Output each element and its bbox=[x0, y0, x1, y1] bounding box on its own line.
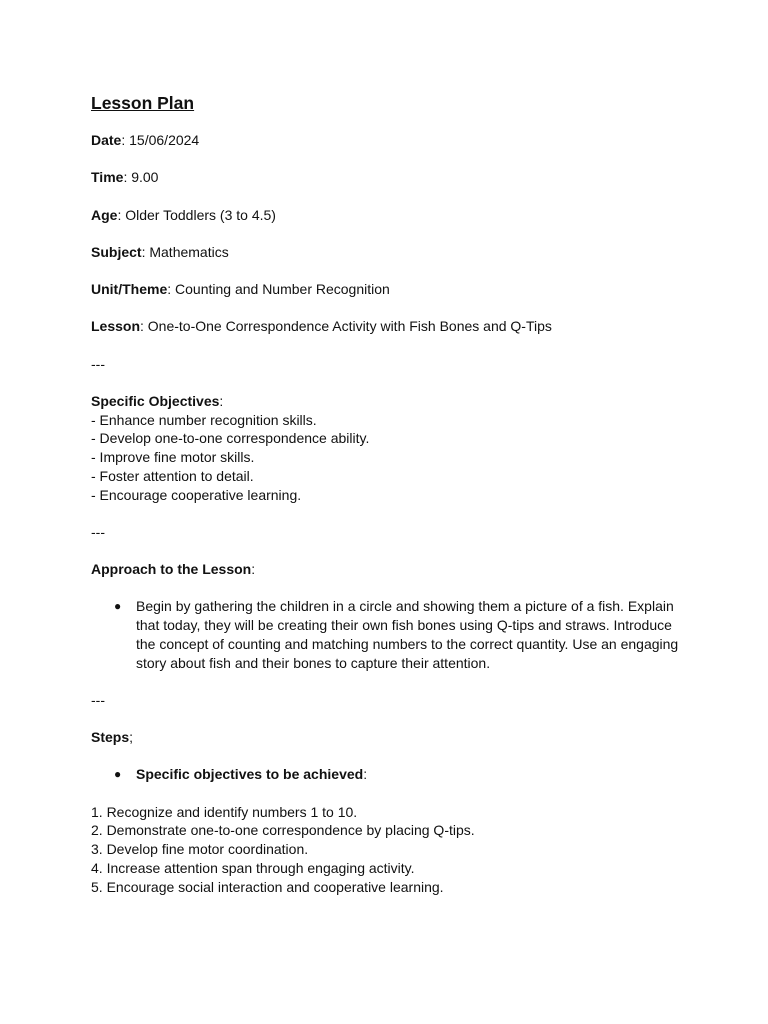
heading-text: Specific Objectives bbox=[91, 393, 220, 410]
list-item: 1. Recognize and identify numbers 1 to 10. bbox=[91, 803, 358, 820]
heading-suffix: : bbox=[219, 393, 224, 410]
heading-text: Steps bbox=[91, 729, 130, 746]
field-label: Time bbox=[91, 169, 124, 186]
field-value: : Counting and Number Recognition bbox=[167, 281, 390, 298]
field-value: : Older Toddlers (3 to 4.5) bbox=[117, 206, 276, 223]
bullet-icon: ● bbox=[114, 767, 122, 782]
steps-heading bbox=[91, 728, 691, 747]
section-separator: --- bbox=[91, 523, 105, 540]
heading-suffix: : bbox=[251, 561, 256, 578]
field-value: : Mathematics bbox=[141, 243, 229, 260]
approach-heading bbox=[91, 560, 691, 579]
field-value: : One-to-One Correspondence Activity with Fish Bones and Q-Tips bbox=[140, 318, 552, 335]
approach-text: Begin by gathering the children in a circle and showing them a picture of a fish. Explain that today, they will be creating their own fish bones using Q-tips and straws. Introduce the concept of counting and matching numbers to the correct quantity. Use an engaging story about fish and their bones to capture their attention. bbox=[136, 598, 679, 671]
heading-suffix: ; bbox=[129, 729, 134, 746]
bullet-icon: ● bbox=[114, 599, 122, 614]
section-separator: --- bbox=[91, 355, 105, 372]
field-age bbox=[91, 206, 691, 225]
document-page bbox=[91, 91, 691, 915]
list-item: 5. Encourage social interaction and cooperative learning. bbox=[91, 878, 444, 895]
field-label: Date bbox=[91, 132, 122, 148]
document-title: Lesson Plan bbox=[91, 93, 195, 113]
section-separator: --- bbox=[91, 691, 105, 708]
objectives-heading bbox=[91, 392, 691, 411]
field-label: Lesson bbox=[91, 318, 141, 335]
list-item: 4. Increase attention span through engaging activity. bbox=[91, 859, 415, 876]
list-item: - Enhance number recognition skills. bbox=[91, 411, 317, 428]
field-subject bbox=[91, 243, 691, 262]
list-item: - Encourage cooperative learning. bbox=[91, 486, 302, 503]
steps-list bbox=[91, 803, 691, 897]
field-date bbox=[91, 131, 691, 150]
list-item: - Develop one-to-one correspondence ability. bbox=[91, 430, 370, 447]
field-unit-theme bbox=[91, 280, 691, 299]
field-label: Unit/Theme bbox=[91, 281, 168, 298]
list-item: 2. Demonstrate one-to-one correspondence by placing Q-tips. bbox=[91, 822, 475, 839]
list-item: - Foster attention to detail. bbox=[91, 467, 254, 484]
approach-bullet-item bbox=[91, 597, 691, 672]
heading-text: Approach to the Lesson bbox=[91, 561, 252, 578]
field-label: Subject bbox=[91, 243, 142, 260]
steps-bullet-item bbox=[91, 765, 691, 784]
subheading-suffix: : bbox=[363, 766, 368, 783]
field-value: : 15/06/2024 bbox=[121, 132, 200, 148]
subheading-text: Specific objectives to be achieved bbox=[136, 766, 364, 783]
field-label: Age bbox=[91, 206, 118, 223]
field-lesson bbox=[91, 317, 691, 336]
list-item: - Improve fine motor skills. bbox=[91, 449, 255, 466]
list-item: 3. Develop fine motor coordination. bbox=[91, 841, 309, 858]
steps-subheading bbox=[136, 765, 691, 784]
objectives-list bbox=[91, 411, 691, 505]
field-time bbox=[91, 168, 691, 187]
field-value: : 9.00 bbox=[123, 169, 159, 186]
